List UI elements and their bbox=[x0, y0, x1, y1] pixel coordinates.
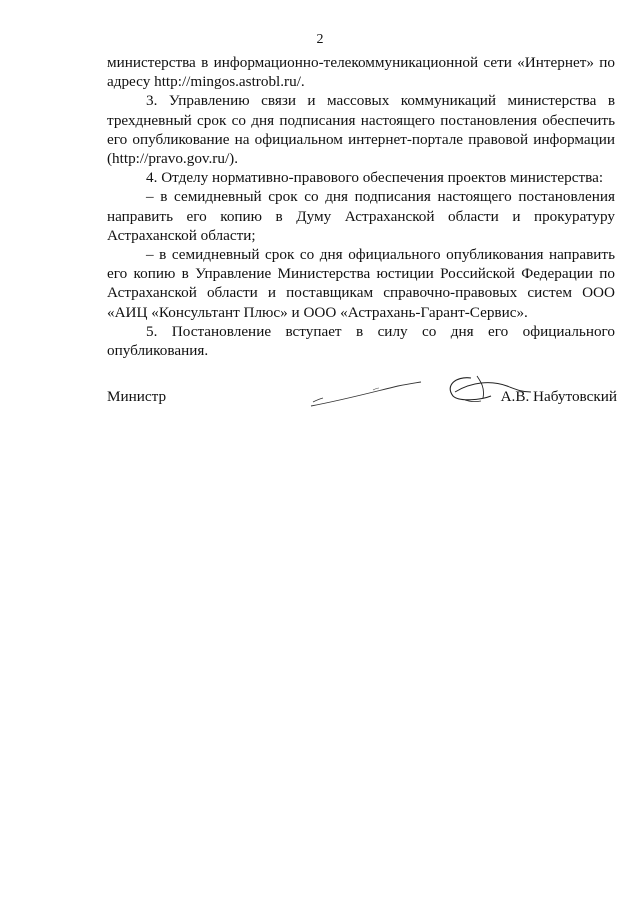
paragraph-4: 4. Отделу нормативно-правового обеспечения проектов министерства: bbox=[146, 169, 604, 187]
signer-position: Министр bbox=[107, 388, 167, 405]
signature-block bbox=[107, 372, 617, 412]
page-number: 2 bbox=[316, 32, 324, 47]
body-text bbox=[107, 53, 615, 360]
paragraph-continuation: министерства в информационно-телекоммуникационной сети «Интернет» по адресу http://mingos.astrobl.ru/. bbox=[107, 54, 615, 91]
paragraph-4-item-1: – в семидневный срок со дня подписания настоящего постановления направить его копию в Думу Астраханской области и прокуратуру Астраханской области; bbox=[107, 188, 615, 244]
paragraph-3: 3. Управлению связи и массовых коммуникаций министерства в трехдневный срок со дня подписания настоящего постановления обеспечить его опубликование на официальном интернет-портале правовой информации (http://pravo.gov.ru/). bbox=[107, 92, 615, 168]
signer-name: А.В. Набутовский bbox=[500, 388, 617, 405]
paragraph-5: 5. Постановление вступает в силу со дня его официального опубликования. bbox=[107, 322, 615, 360]
paragraph-4-item-2: – в семидневный срок со дня официального опубликования направить его копию в Управление Министерства юстиции Российской Федерации по Астраханской области и поставщикам справочно-правовых систем ООО «АИЦ «Консультант Плюс» и ООО «Астрахань-Гарант-Сервис». bbox=[107, 246, 615, 321]
